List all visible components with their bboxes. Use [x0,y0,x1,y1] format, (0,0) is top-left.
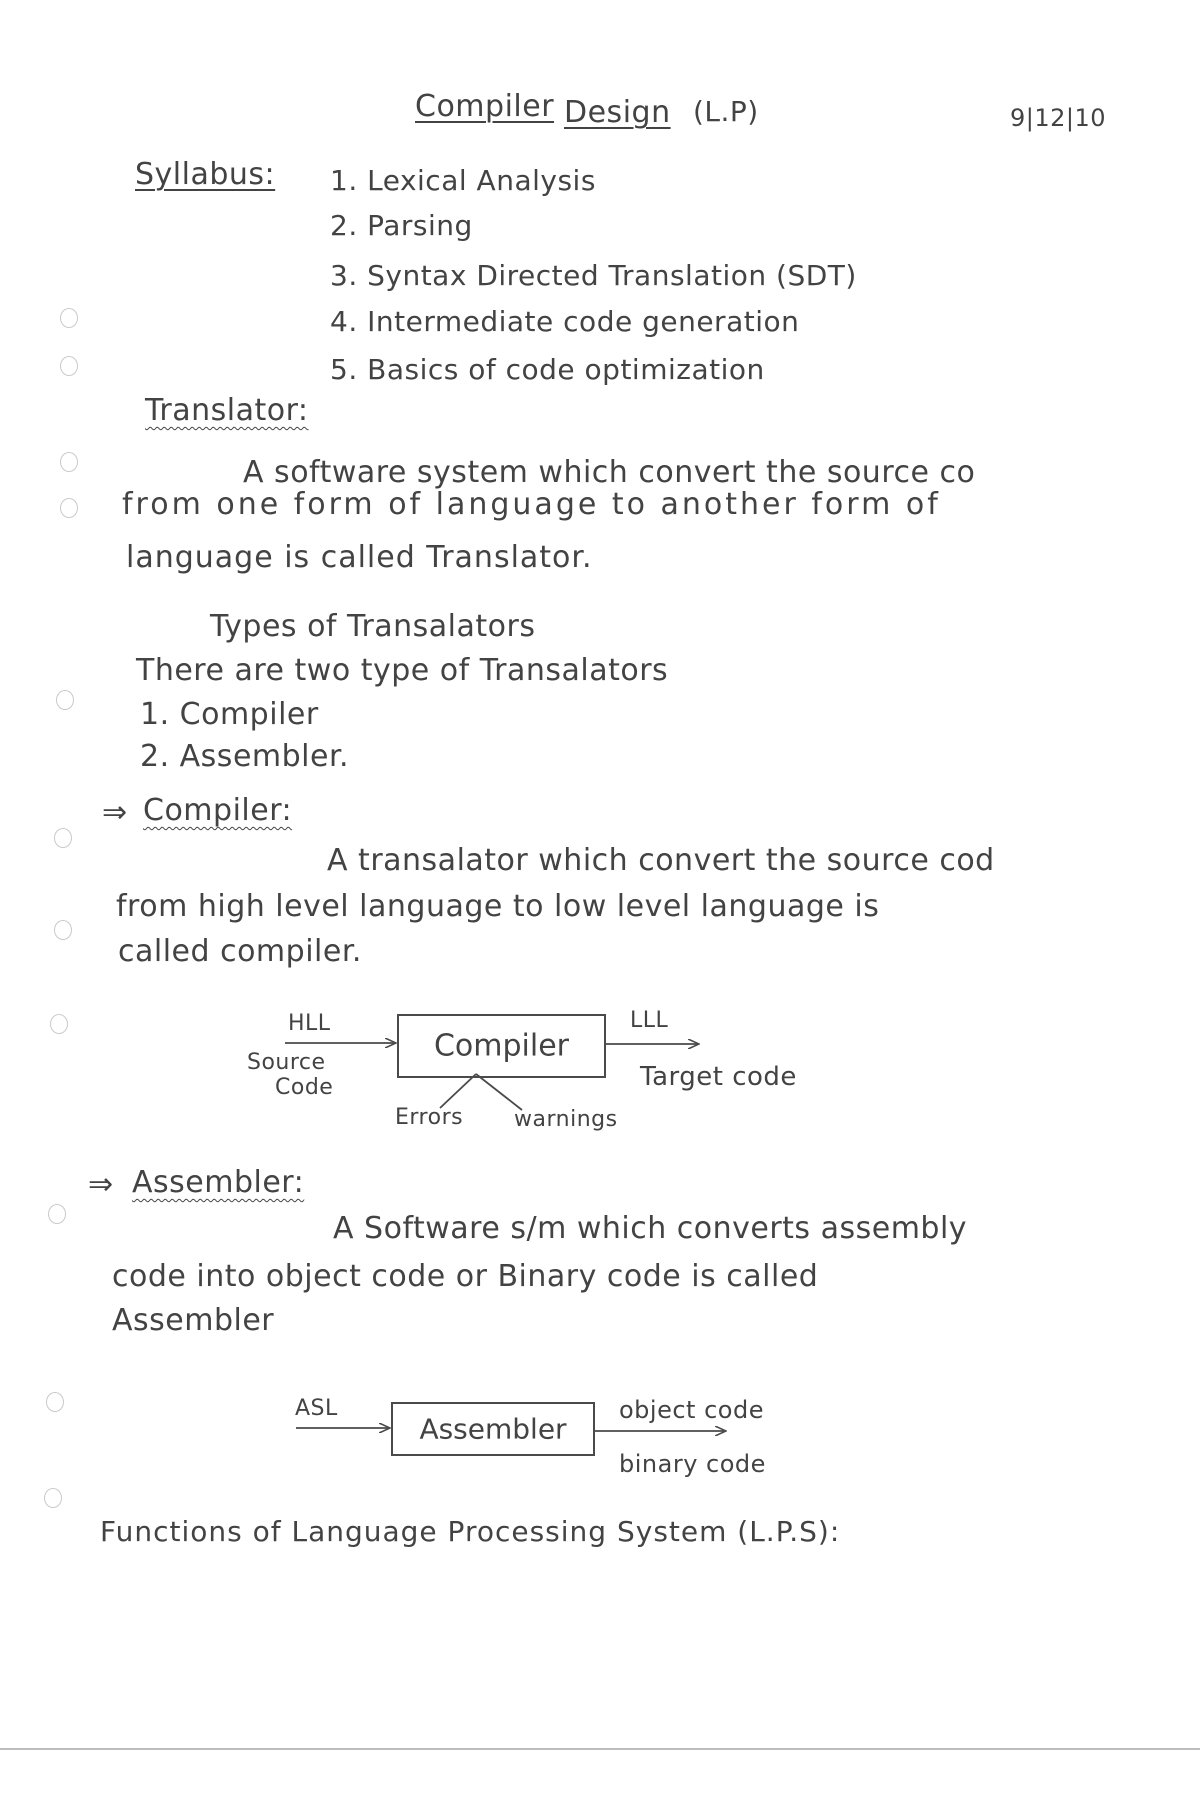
compiler-warnings-label: warnings [514,1107,618,1132]
compiler-heading: Compiler: [143,793,293,828]
compiler-line: called compiler. [118,934,362,969]
syllabus-item: 1. Lexical Analysis [330,164,596,197]
page-title-compiler: Compiler [415,89,555,124]
compiler-errors-line [440,1074,476,1108]
compiler-line: from high level language to low level language is [116,889,880,924]
assembler-line: Assembler [112,1303,275,1338]
assembler-input-top: ASL [295,1396,338,1421]
arrow-bullet-icon: ⇒ [102,795,128,830]
compiler-input-bottom: Source [247,1050,326,1075]
compiler-line: A transalator which convert the source cod [327,843,995,878]
types-heading: Types of Transalators [210,609,536,644]
syllabus-item: 2. Parsing [330,209,473,242]
translator-heading: Translator: [145,393,309,428]
translator-line: A software system which convert the source co [243,455,976,490]
compiler-output-bottom: Target code [640,1062,797,1092]
assembler-heading: Assembler: [132,1165,305,1200]
lps-functions-heading: Functions of Language Processing System (L.P.S): [100,1515,841,1548]
assembler-box-label: Assembler [419,1412,567,1446]
types-intro: There are two type of Transalators [136,653,669,688]
translator-line: language is called Translator. [126,540,593,575]
page-date: 9|12|10 [1010,104,1107,132]
page-title-design: Design [564,95,671,130]
page-title-suffix: (L.P) [693,95,759,128]
compiler-output-top: LLL [630,1008,669,1033]
types-item: 1. Compiler [140,697,319,732]
page-bottom-edge [0,1748,1200,1750]
syllabus-item: 4. Intermediate code generation [330,305,800,338]
assembler-line: code into object code or Binary code is called [112,1259,819,1294]
arrow-bullet-icon: ⇒ [88,1167,114,1202]
assembler-output-bottom: binary code [619,1450,766,1478]
compiler-input-bottom: Code [275,1075,334,1100]
syllabus-item: 3. Syntax Directed Translation (SDT) [330,259,857,292]
translator-line: from one form of language to another form of [122,487,941,522]
syllabus-item: 5. Basics of code optimization [330,353,765,386]
assembler-output-top: object code [619,1396,764,1424]
assembler-line: A Software s/m which converts assembly [333,1211,968,1246]
types-item: 2. Assembler. [140,739,350,774]
compiler-box-label: Compiler [433,1028,570,1064]
syllabus-label: Syllabus: [135,157,276,192]
compiler-errors-label: Errors [395,1105,464,1130]
compiler-input-top: HLL [288,1011,331,1036]
compiler-warnings-line [476,1074,522,1110]
